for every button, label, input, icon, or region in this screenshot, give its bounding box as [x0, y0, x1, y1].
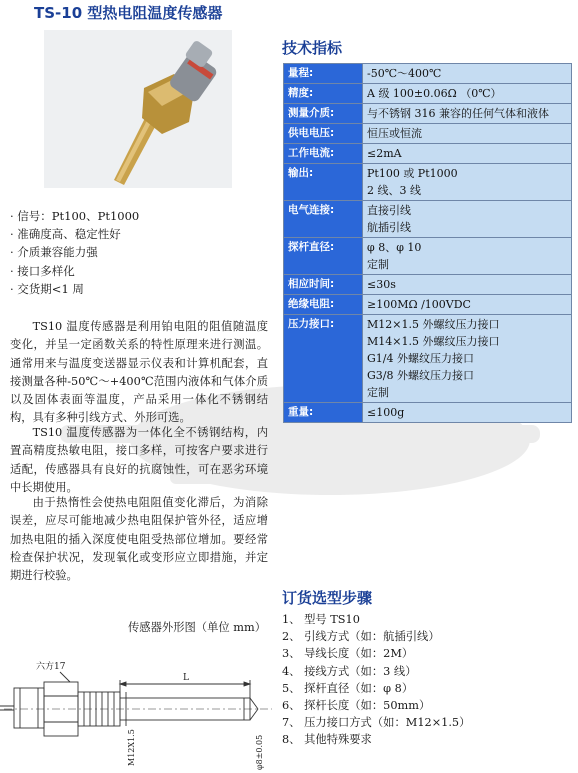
spec-row — [284, 315, 572, 403]
spec-key: 压力接口: — [284, 315, 363, 403]
spec-value — [363, 84, 572, 104]
spec-value — [363, 201, 572, 238]
spec-value — [363, 124, 572, 144]
spec-key: 工作电流: — [284, 144, 363, 164]
spec-value — [363, 295, 572, 315]
spec-value — [363, 104, 572, 124]
spec-value-line: ≤30s — [367, 278, 396, 291]
order-step: 2、 引线方式（如：航插引线） — [282, 630, 440, 644]
spec-value-line: 航插引线 — [367, 221, 411, 234]
spec-row — [284, 164, 572, 201]
order-step: 1、 型号 TS10 — [282, 613, 360, 626]
feature-item: · 交货期<1 周 — [10, 281, 84, 296]
feature-item: · 信号：Pt100、Pt1000 — [10, 209, 140, 223]
spec-value-line: M14×1.5 外螺纹压力接口 — [367, 335, 500, 348]
spec-value-line: 直接引线 — [367, 204, 411, 217]
spec-value-line: Pt100 或 Pt1000 — [367, 167, 458, 180]
spec-value — [363, 238, 572, 275]
spec-value-line: 定制 — [367, 258, 389, 271]
spec-value — [363, 64, 572, 84]
spec-key: 相应时间: — [284, 275, 363, 295]
spec-row — [284, 403, 572, 423]
spec-value-line: A 级 100±0.06Ω （0℃） — [367, 87, 502, 100]
spec-value — [363, 144, 572, 164]
spec-table — [283, 63, 572, 423]
drawing-caption: 传感器外形图（单位 mm） — [128, 621, 266, 634]
spec-key: 量程: — [284, 64, 363, 84]
spec-value — [363, 275, 572, 295]
feature-item: · 介质兼容能力强 — [10, 245, 98, 260]
feature-item: · 准确度高、稳定性好 — [10, 227, 121, 242]
spec-value-line: 定制 — [367, 386, 389, 399]
description-paragraph: TS10 温度传感器是利用铂电阻的阻值随温度变化，并呈一定函数关系的特性原理来进行测温。通常用来与温度变送器显示仪表和计算机配套，直接测量各种-50℃～+400℃范围内液体和气体介质以及固体表面等温度，产品采用一体化不锈钢结构，具有多种引线方式、外形可选。 — [10, 320, 268, 425]
spec-value-line: -50℃～400℃ — [367, 67, 442, 80]
spec-row — [284, 238, 572, 275]
order-step: 7、 压力接口方式（如：M12×1.5） — [282, 716, 471, 730]
spec-row — [284, 295, 572, 315]
order-step: 8、 其他特殊要求 — [282, 733, 372, 747]
sensor-outline-drawing — [0, 658, 278, 772]
feature-item: · 接口多样化 — [10, 263, 75, 278]
spec-key: 测量介质: — [284, 104, 363, 124]
page-title: TS-10 型热电阻温度传感器 — [34, 4, 223, 22]
spec-value-line: M12×1.5 外螺纹压力接口 — [367, 318, 500, 331]
spec-heading: 技术指标 — [282, 39, 343, 57]
diameter-label: φ8±0.05 — [255, 734, 264, 770]
description-paragraph: TS10 温度传感器为一体化全不锈钢结构，内置高精度热敏电阻，接口多样，可按客户要求进行适配，传感器具有良好的抗腐蚀性，可在恶劣环境中长期使用。 — [10, 426, 268, 494]
order-step: 4、 接线方式（如：3 线） — [282, 664, 417, 678]
spec-value-line: ≥100MΩ /100VDC — [367, 298, 471, 311]
spec-value — [363, 164, 572, 201]
spec-value-line: ≤2mA — [367, 147, 402, 160]
spec-key: 重量: — [284, 403, 363, 423]
hex-label: 六方17 — [36, 662, 66, 672]
spec-row — [284, 144, 572, 164]
feature-list — [10, 207, 139, 298]
spec-key: 电气连接: — [284, 201, 363, 238]
order-step: 3、 导线长度（如：2M） — [282, 647, 414, 661]
spec-value-line: G1/4 外螺纹压力接口 — [367, 352, 474, 365]
spec-key: 供电电压: — [284, 124, 363, 144]
spec-row — [284, 124, 572, 144]
description-paragraph: 由于热惰性会使热电阻阻值变化滞后，为消除误差，应尽可能地减少热电阻保护管外径，适应增加热电阻的插入深度使电阻受热部位增加。要经常检查保护状况，发现氧化或变形应立即措施，并定期进行校验。 — [10, 496, 268, 583]
order-steps-list — [282, 611, 470, 749]
spec-value — [363, 403, 572, 423]
spec-row — [284, 275, 572, 295]
spec-row — [284, 64, 572, 84]
spec-key: 探杆直径: — [284, 238, 363, 275]
thread-label: M12X1.5 — [127, 729, 136, 766]
spec-value — [363, 315, 572, 403]
length-label: L — [183, 673, 189, 683]
spec-value-line: 与不锈钢 316 兼容的任何气体和液体 — [367, 107, 549, 120]
order-step: 5、 探杆直径（如：φ 8） — [282, 681, 414, 695]
spec-row — [284, 84, 572, 104]
spec-value-line: 恒压或恒流 — [367, 127, 422, 140]
spec-key: 精度: — [284, 84, 363, 104]
spec-value-line: 2 线、3 线 — [367, 184, 421, 197]
spec-key: 绝缘电阻: — [284, 295, 363, 315]
spec-row — [284, 201, 572, 238]
product-photo — [44, 30, 232, 188]
order-step: 6、 探杆长度（如：50mm） — [282, 699, 431, 713]
order-heading: 订货选型步骤 — [282, 589, 373, 607]
spec-value-line: φ 8、φ 10 — [367, 241, 422, 254]
spec-value-line: G3/8 外螺纹压力接口 — [367, 369, 474, 382]
spec-value-line: ≤100g — [367, 406, 405, 419]
spec-key: 输出: — [284, 164, 363, 201]
spec-row — [284, 104, 572, 124]
